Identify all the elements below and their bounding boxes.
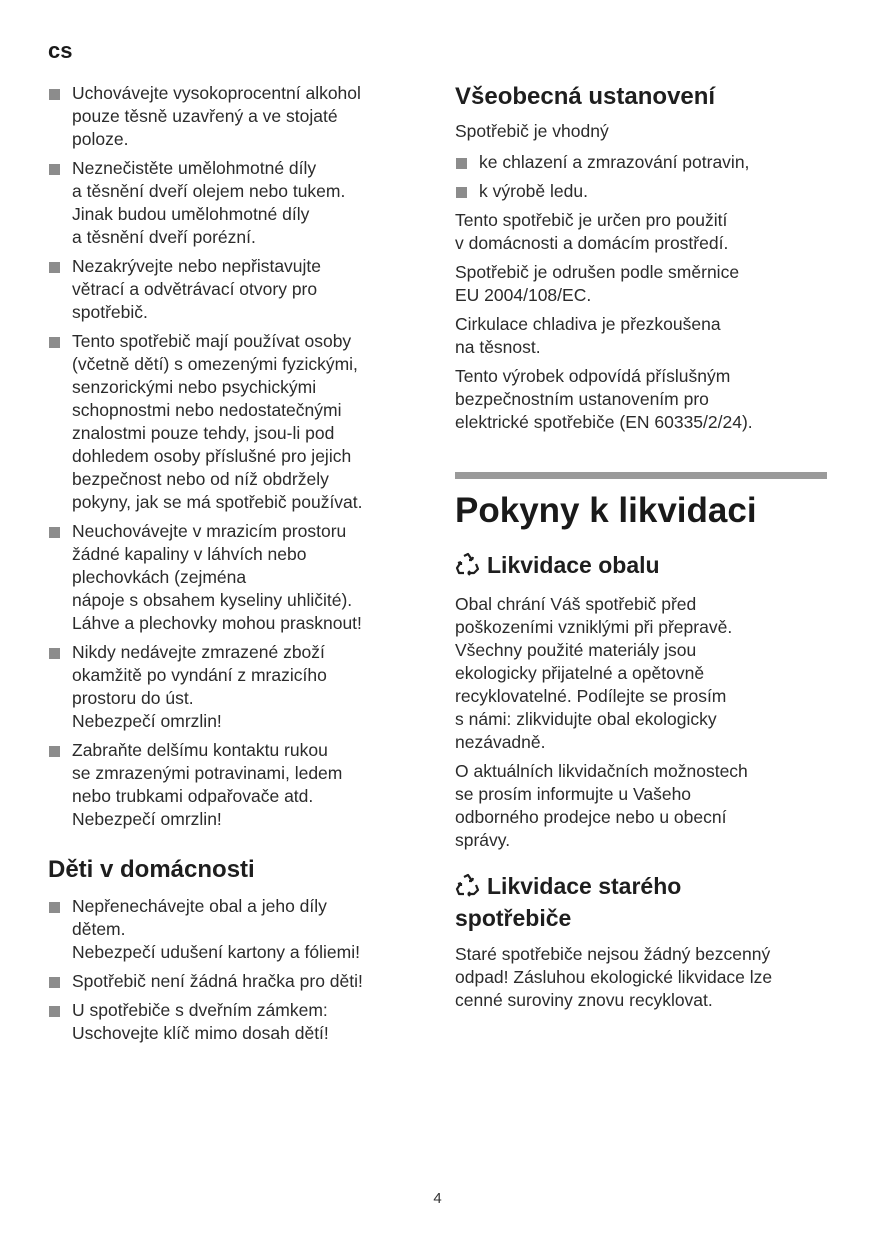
list-item [48,999,423,1045]
packaging-paragraph: Obal chrání Váš spotřebič před poškozeními vzniklými při přepravě. Všechny použité materiály jsou ekologicky přijatelné a opětovně recyklovatelné. Podílejte se prosím s námi: zlikvidujte obal ekologicky nezávadně. [455,594,733,752]
list-item-text: Neznečistěte umělohmotné díly a těsnění dveří olejem nebo tukem. Jinak budou umělohmotné díly a těsnění dveří porézní. [72,158,346,247]
general-paragraph: Tento spotřebič je určen pro použití v domácnosti a domácím prostředí. [455,210,729,253]
children-heading: Děti v domácnosti [48,856,255,883]
list-item [48,970,423,993]
list-item-text: Spotřebič není žádná hračka pro děti! [72,971,363,991]
list-item [48,157,423,249]
packaging-paragraph: O aktuálních likvidačních možnostech se prosím informujte u Vašeho odborného prodejce nebo u obecní správy. [455,761,748,850]
list-item [48,82,423,151]
square-bullet-icon [456,158,467,169]
square-bullet-icon [49,262,60,273]
square-bullet-icon [49,902,60,913]
old-appliance-heading-text: Likvidace starého spotřebiče [455,873,682,931]
disposal-title: Pokyny k likvidaci [455,491,757,530]
list-item-text: U spotřebiče s dveřním zámkem: Uschovejte klíč mimo dosah dětí! [72,1000,329,1043]
square-bullet-icon [49,164,60,175]
square-bullet-icon [49,648,60,659]
square-bullet-icon [49,977,60,988]
page-number: 4 [433,1190,442,1207]
list-item [455,180,830,203]
square-bullet-icon [49,1006,60,1017]
list-item [48,255,423,324]
list-item [48,641,423,733]
packaging-heading [455,551,830,583]
square-bullet-icon [49,89,60,100]
square-bullet-icon [49,527,60,538]
old-appliance-heading [455,872,830,933]
list-item-text: k výrobě ledu. [479,181,588,201]
list-item-text: Tento spotřebič mají používat osoby (včetně dětí) s omezenými fyzickými, senzorickými nebo psychickými schopnostmi nebo nedostatečnými znalostmi pouze tehdy, jsou-li pod dohledem osoby příslušné pro jejich bezpečnost nebo od níž obdržely pokyny, jak se má spotřebič používat. [72,331,363,512]
right-column [455,82,830,1018]
square-bullet-icon [456,187,467,198]
list-item-text: Nezakrývejte nebo nepřistavujte větrací a odvětrávací otvory pro spotřebič. [72,256,322,322]
list-item-text: Neuchovávejte v mrazicím prostoru žádné kapaliny v láhvích nebo plechovkách (zejména nápoje s obsahem kyseliny uhličité). Láhve a plechovky mohou prasknout! [72,521,362,633]
list-item-text: Zabraňte delšímu kontaktu rukou se zmrazenými potravinami, ledem nebo trubkami odpařovače atd. Nebezpečí omrzlin! [72,740,343,829]
general-paragraph: Tento výrobek odpovídá příslušným bezpečnostním ustanovením pro elektrické spotřebiče (EN 60335/2/24). [455,366,753,432]
section-divider [455,472,827,479]
left-column [48,82,423,1051]
list-item [455,151,830,174]
safety-list [48,82,423,831]
language-code: cs [48,38,73,63]
general-intro: Spotřebič je vhodný [455,121,609,141]
general-heading: Všeobecná ustanovení [455,83,716,110]
square-bullet-icon [49,746,60,757]
old-appliance-paragraph: Staré spotřebiče nejsou žádný bezcenný odpad! Zásluhou ekologické likvidace lze cenné suroviny znovu recyklovat. [455,944,773,1010]
general-paragraph: Cirkulace chladiva je přezkoušena na těsnost. [455,314,721,357]
list-item-text: ke chlazení a zmrazování potravin, [479,152,750,172]
children-list [48,895,423,1045]
list-item-text: Nepřenechávejte obal a jeho díly dětem. Nebezpečí udušení kartony a fóliemi! [72,896,360,962]
general-paragraph: Spotřebič je odrušen podle směrnice EU 2004/108/EC. [455,262,740,305]
list-item-text: Nikdy nedávejte zmrazené zboží okamžitě po vyndání z mrazicího prostoru do úst. Nebezpečí omrzlin! [72,642,327,731]
recycle-icon [455,552,481,583]
list-item [48,895,423,964]
general-list [455,151,830,203]
list-item [48,330,423,514]
list-item [48,739,423,831]
packaging-heading-text: Likvidace obalu [487,552,660,578]
recycle-icon [455,873,481,904]
square-bullet-icon [49,337,60,348]
list-item [48,520,423,635]
list-item-text: Uchovávejte vysokoprocentní alkohol pouze těsně uzavřený a ve stojaté poloze. [72,83,361,149]
